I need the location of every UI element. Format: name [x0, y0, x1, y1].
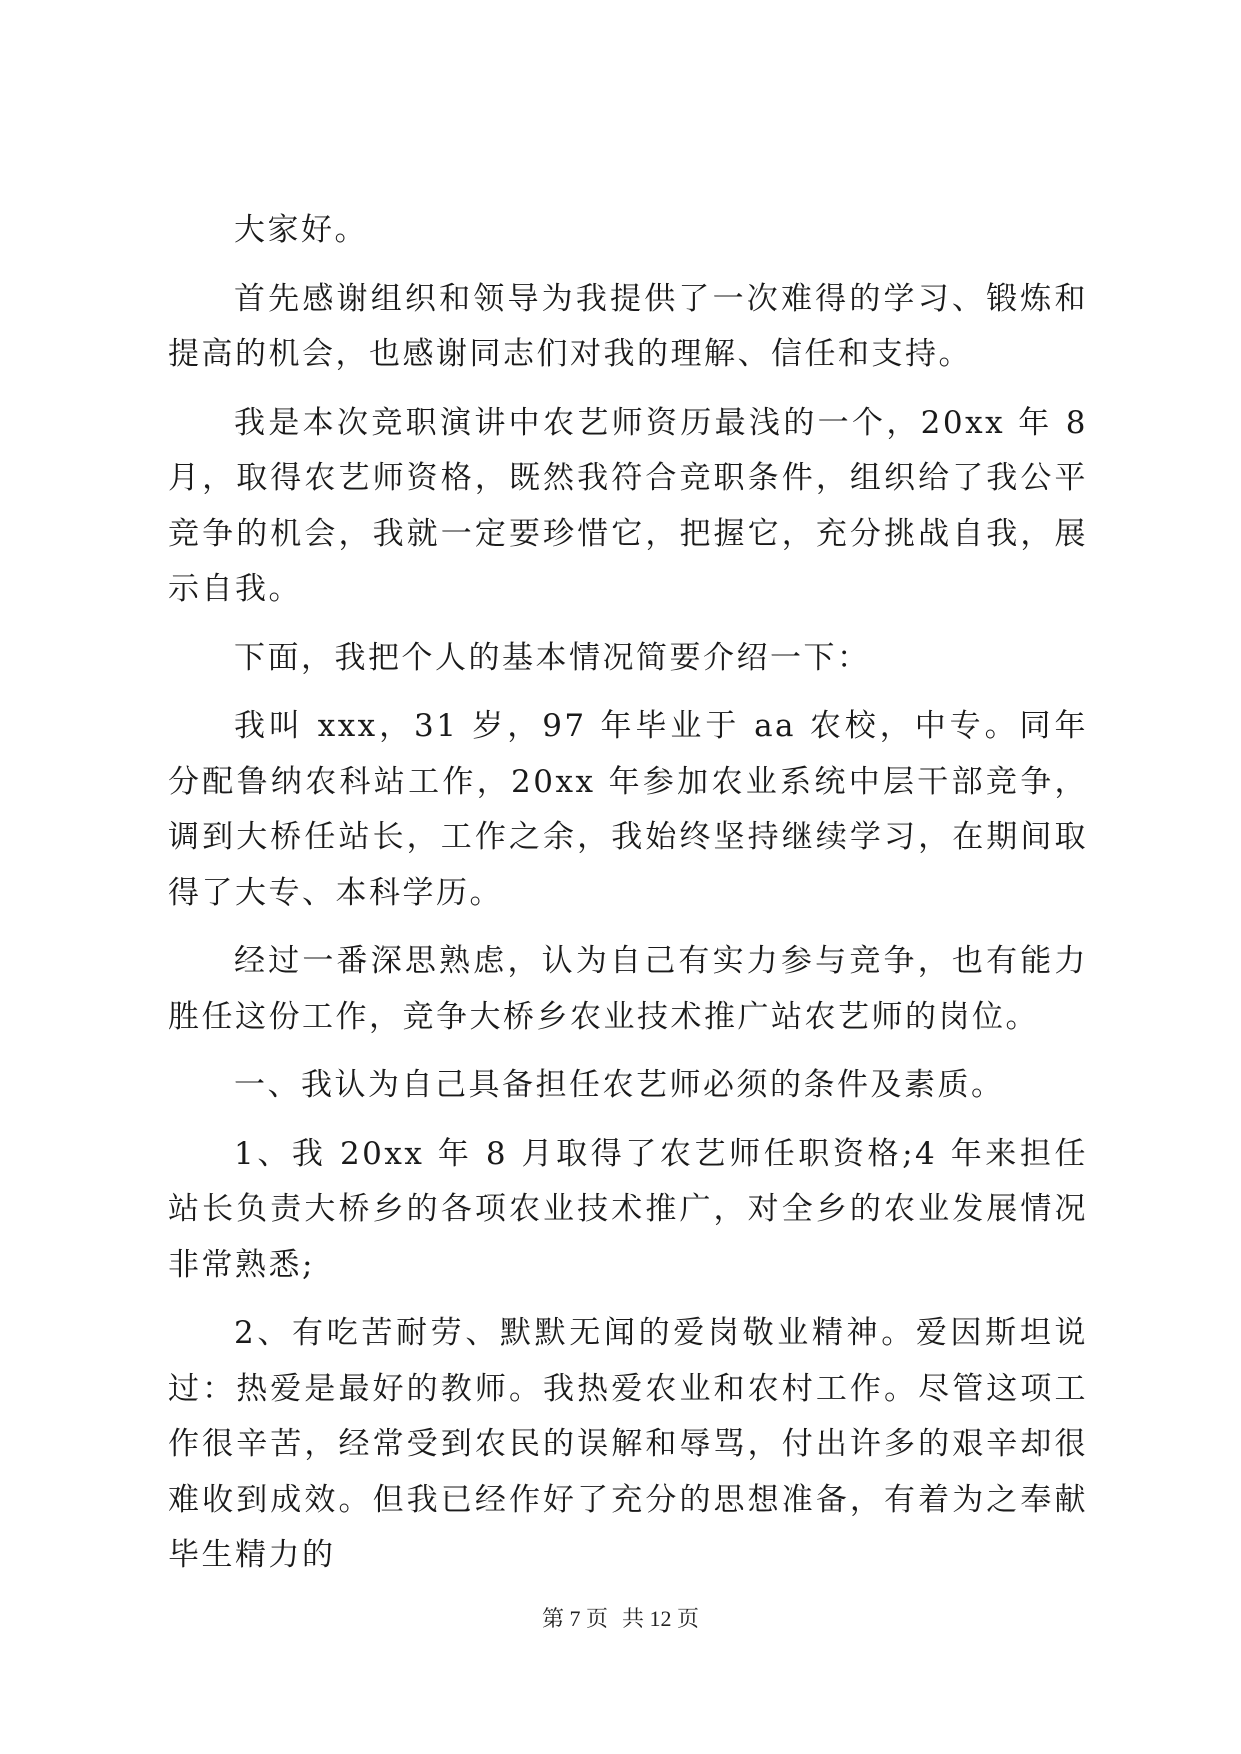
page-total: 共 12 页	[622, 1606, 700, 1631]
paragraph-greeting: 大家好。	[234, 212, 368, 248]
paragraph-qualification: 我是本次竞职演讲中农艺师资历最浅的一个，20xx 年 8 月，取得农艺师资格，既然我符合竞职条件，组织给了我公平竞争的机会，我就一定要珍惜它，把握它，充分挑战自我，展示自我。	[168, 404, 1088, 607]
paragraph-background: 我叫 xxx，31 岁，97 年毕业于 aa 农校，中专。同年分配鲁纳农科站工作，20xx 年参加农业系统中层干部竞争，调到大桥任站长，工作之余，我始终坚持继续学习，在期间取得了大专、本科学历。	[168, 708, 1088, 911]
list-item-2: 2、有吃苦耐劳、默默无闻的爱岗敬业精神。爱因斯坦说过：热爱是最好的教师。我热爱农业和农村工作。尽管这项工作很辛苦，经常受到农民的误解和辱骂，付出许多的艰辛却很难收到成效。但我已经作好了充分的思想准备，有着为之奉献毕生精力的	[168, 1315, 1088, 1573]
page-number: 第 7 页	[541, 1606, 608, 1631]
list-item-1: 1、我 20xx 年 8 月取得了农艺师任职资格;4 年来担任站长负责大桥乡的各项农业技术推广，对全乡的农业发展情况非常熟悉;	[168, 1135, 1088, 1283]
paragraph-thanks: 首先感谢组织和领导为我提供了一次难得的学习、锻炼和提高的机会，也感谢同志们对我的理解、信任和支持。	[168, 280, 1088, 372]
paragraph-decision: 经过一番深思熟虑，认为自己有实力参与竞争，也有能力胜任这份工作，竞争大桥乡农业技术推广站农艺师的岗位。	[168, 943, 1088, 1035]
document-body	[168, 203, 1088, 1597]
page-footer	[0, 1604, 1241, 1634]
section-heading-1: 一、我认为自己具备担任农艺师必须的条件及素质。	[234, 1067, 1005, 1103]
paragraph-intro-heading: 下面，我把个人的基本情况简要介绍一下：	[234, 639, 871, 676]
